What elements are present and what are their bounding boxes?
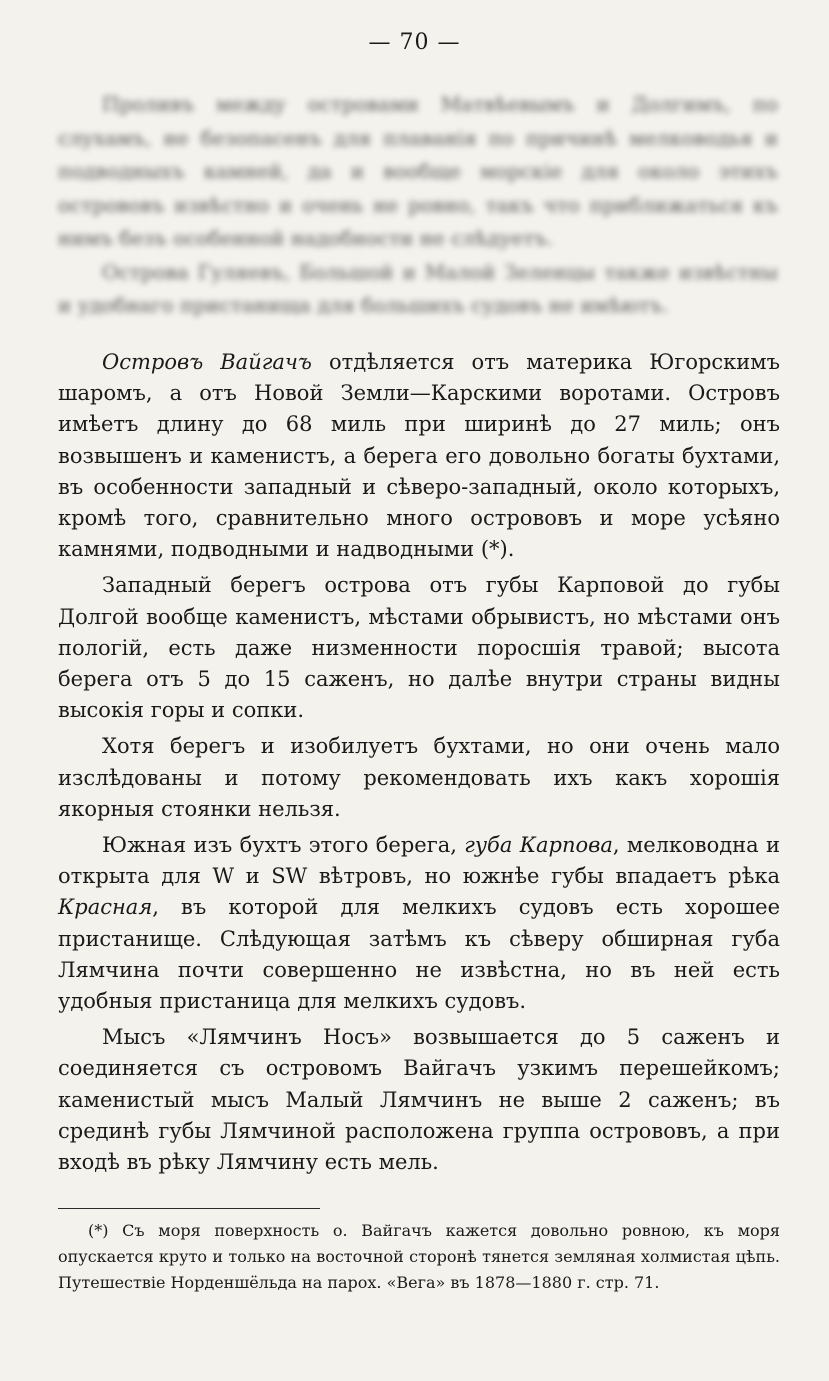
paragraph-cape: Мысъ «Лямчинъ Носъ» возвышается до 5 саженъ и соединяется съ островомъ Вайгачъ узкимъ перешейкомъ; каменистый мысъ Малый Лямчинъ не выше 2 саженъ; въ срединѣ губы Лямчиной расположена группа острововъ, а при входѣ въ рѣку Лямчину есть мель.	[58, 1025, 780, 1175]
footnote-text: (*) Съ моря поверхность о. Вайгачъ кажется довольно ровною, къ моря опускается круто и только на восточной сторонѣ тянется земляная холмистая цѣпь. Путешествіе Норденшёльда на парох. «Вега» въ 1878—1880 г. стр. 71.	[58, 1221, 780, 1292]
page-number: — 70 —	[368, 30, 461, 55]
paragraph-bays: Хотя берегъ и изобилуетъ бухтами, но они очень мало изслѣдованы и потому рекомендовать ихъ какъ хорошія якорныя стоянки нельзя.	[58, 734, 780, 821]
paragraph-vaygach	[58, 347, 780, 565]
italic-term: Красная	[58, 895, 153, 920]
blurred-paragraph: Проливъ между островами Матвѣевымъ и Долгимъ, по слухамъ, не безопасенъ для плаванія по причинѣ мелководья и подводныхъ камней, да и вообще морскіе для около этихъ острововъ извѣстно и очень не ровно, такъ что приближаться къ нимъ безъ особенной надобности не слѣдуетъ.	[58, 92, 778, 250]
paragraph-text: Южная изъ бухтъ этого берега,	[102, 833, 465, 858]
paragraph-text: , мелководна и открыта для W и SW вѣтровъ, но южнѣе губы впадаетъ рѣка	[58, 833, 780, 889]
footnote	[58, 1218, 780, 1296]
blurred-paragraph: Острова Гуляевъ, Большой и Малой Зеленцы также извѣстны и удобнаго пристанища для большихъ судовъ не имѣютъ.	[58, 259, 778, 317]
paragraph-text: отдѣляется отъ материка Югорскимъ шаромъ, а отъ Новой Земли—Карскими воротами. Островъ имѣетъ длину до 68 миль при ширинѣ до 27 миль; онъ возвышенъ и каменистъ, а берега его довольно богаты бухтами, въ особенности западный и сѣверо-западный, около которыхъ, кромѣ того, сравнительно много острововъ и море усѣяно камнями, подводными и надводными (*).	[58, 350, 780, 562]
paragraph-text: , въ которой для мелкихъ судовъ есть хорошее пристанище. Слѣдующая затѣмъ къ сѣверу обширная губа Лямчина почти совершенно не извѣстна, но въ ней есть удобныя пристаница для мелкихъ судовъ.	[58, 895, 780, 1014]
footnote-divider	[58, 1208, 320, 1209]
main-text	[58, 347, 780, 1183]
paragraph-southern-bay	[58, 830, 780, 1017]
italic-term: Островъ Вайгачъ	[102, 350, 312, 374]
paragraph-western-coast: Западный берегъ острова отъ губы Карповой до губы Долгой вообще каменистъ, мѣстами обрывистъ, но мѣстами онъ пологій, есть даже низменности поросшія травой; высота берега отъ 5 до 15 саженъ, но далѣе внутри страны видны высокія горы и сопки.	[58, 573, 780, 723]
italic-term: губа Карпова	[464, 833, 613, 858]
blurred-preceding-text	[58, 88, 778, 323]
